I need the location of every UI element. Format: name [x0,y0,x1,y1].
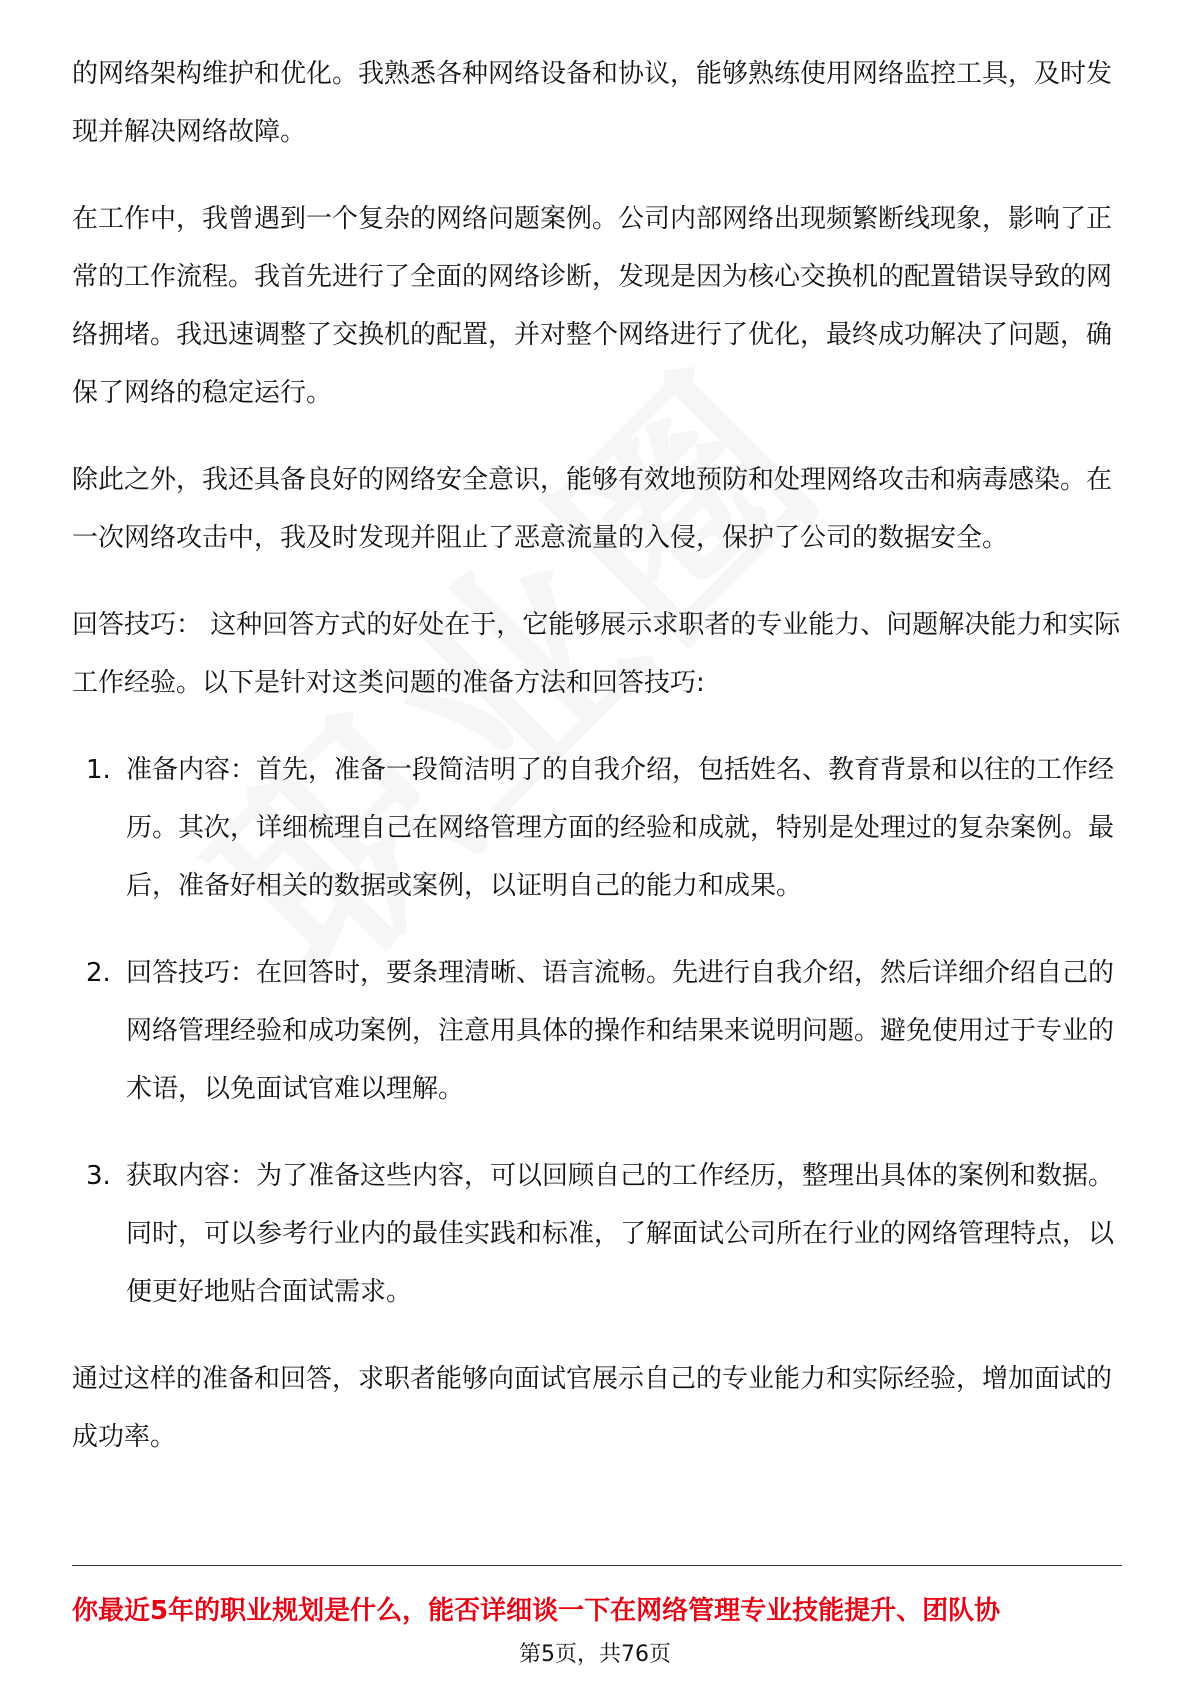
list-item-number: 2. [86,958,111,988]
list-item [72,1147,1122,1321]
paragraph-answer-tips-intro: 回答技巧： 这种回答方式的好处在于，它能够展示求职者的专业能力、问题解决能力和实际工作经验。以下是针对这类问题的准备方法和回答技巧: [72,610,1121,698]
list-item-number: 3. [86,1161,111,1191]
list-item-text: 准备内容：首先，准备一段简洁明了的自我介绍，包括姓名、教育背景和以往的工作经历。其次，详细梳理自己在网络管理方面的经验和成就，特别是处理过的复杂案例。最后，准备好相关的数据或案例，以证明自己的能力和成果。 [126,755,1115,901]
list-item-text: 回答技巧：在回答时，要条理清晰、语言流畅。先进行自我介绍，然后详细介绍自己的网络管理经验和成功案例，注意用具体的操作和结果来说明问题。避免使用过于专业的术语，以免面试官难以理解。 [126,958,1115,1104]
tips-list [72,741,1122,1321]
paragraph-security-awareness: 除此之外，我还具备良好的网络安全意识，能够有效地预防和处理网络攻击和病毒感染。在一次网络攻击中，我及时发现并阻止了恶意流量的入侵，保护了公司的数据安全。 [72,465,1113,553]
list-item-text: 获取内容：为了准备这些内容，可以回顾自己的工作经历，整理出具体的案例和数据。同时，可以参考行业内的最佳实践和标准，了解面试公司所在行业的网络管理特点，以便更好地贴合面试需求。 [126,1161,1115,1307]
list-item-number: 1. [86,755,111,785]
footer-divider [72,1565,1122,1566]
next-question-heading: 你最近5年的职业规划是什么，能否详细谈一下在网络管理专业技能提升、团队协 [72,1596,1001,1626]
paragraph-conclusion: 通过这样的准备和回答，求职者能够向面试官展示自己的专业能力和实际经验，增加面试的成功率。 [72,1364,1113,1452]
page-number: 第5页，共76页 [519,1642,671,1667]
paragraph-problem-case: 在工作中，我曾遇到一个复杂的网络问题案例。公司内部网络出现频繁断线现象，影响了正常的工作流程。我首先进行了全面的网络诊断，发现是因为核心交换机的配置错误导致的网络拥堵。我迅速调整了交换机的配置，并对整个网络进行了优化，最终成功解决了问题，确保了网络的稳定运行。 [72,204,1113,408]
list-item [72,944,1122,1118]
document-body [72,45,1122,1495]
list-item [72,741,1122,915]
paragraph-network-maintenance: 的网络架构维护和优化。我熟悉各种网络设备和协议，能够熟练使用网络监控工具，及时发现并解决网络故障。 [72,59,1113,147]
